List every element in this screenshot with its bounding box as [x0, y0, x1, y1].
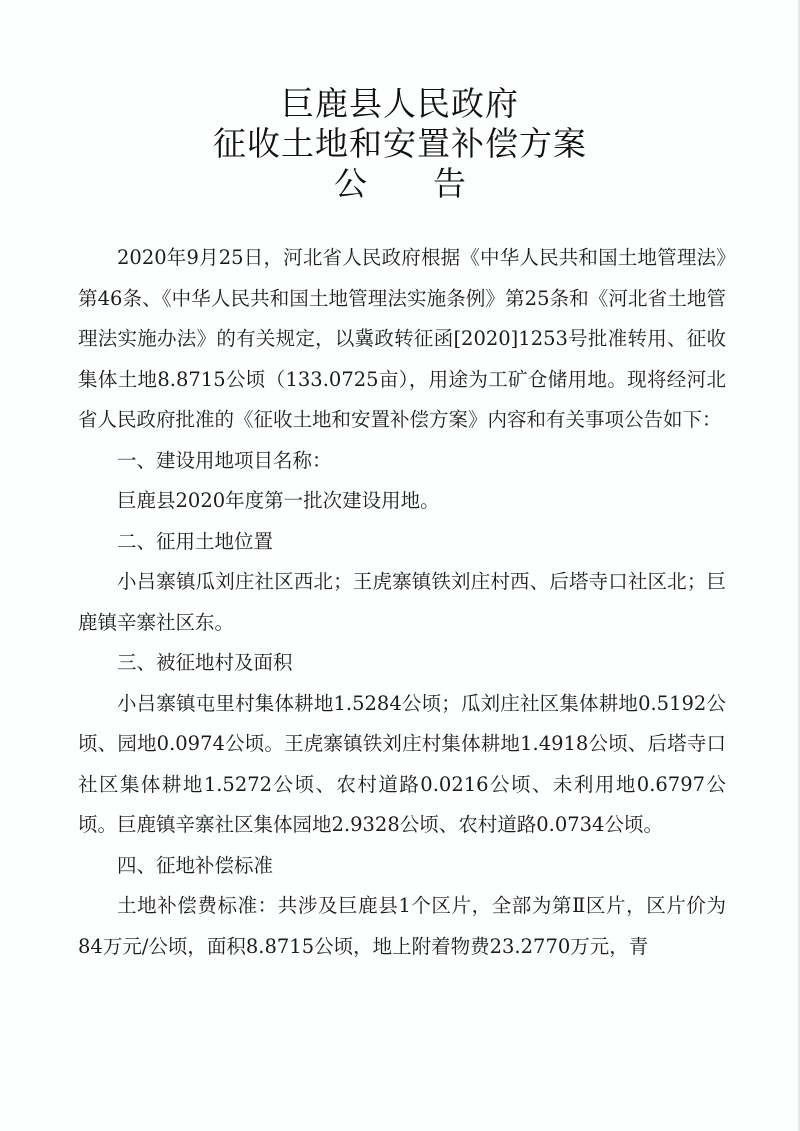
document-title: [0, 84, 800, 204]
section-2-heading: 二、征用土地位置: [117, 529, 274, 553]
title-issuer: 巨鹿县人民政府: [281, 84, 519, 123]
section-4-heading: 四、征地补偿标准: [117, 853, 274, 877]
section-2-body: 小吕寨镇瓜刘庄社区西北；王虎寨镇铁刘庄村西、后塔寺口社区北；巨鹿镇辛寨社区东。: [78, 570, 726, 634]
section-1-body: 巨鹿县2020年度第一批次建设用地。: [117, 489, 440, 512]
section-3-body: 小吕寨镇屯里村集体耕地1.5284公顷；瓜刘庄社区集体耕地0.5192公顷、园地0.0974公顷。王虎寨镇铁刘庄村集体耕地1.4918公顷、后塔寺口社区集体耕地1.5272公顷、农村道路0.0216公顷、未利用地0.6797公顷。巨鹿镇辛寨社区集体园地2.9328公顷、农村道路0.0734公顷。: [78, 691, 726, 836]
title-notice-char-2: 告: [433, 164, 466, 203]
section-4-body: 土地补偿费标准：共涉及巨鹿县1个区片，全部为第Ⅱ区片，区片价为84万元/公顷，面积8.8715公顷，地上附着物费23.2770万元，青: [78, 894, 726, 958]
intro-paragraph: 2020年9月25日，河北省人民政府根据《中华人民共和国土地管理法》第46条、《中华人民共和国土地管理法实施条例》第25条和《河北省土地管理法实施办法》的有关规定，以冀政转征函[2020]1253号批准转用、征收集体土地8.8715公顷（133.0725亩），用途为工矿仓储用地。现将经河北省人民政府批准的《征收土地和安置补偿方案》内容和有关事项公告如下：: [78, 246, 726, 431]
title-notice: [0, 164, 800, 204]
section-3-heading: 三、被征地村及面积: [117, 651, 293, 674]
document-body: [78, 238, 726, 967]
section-1-heading: 一、建设用地项目名称：: [117, 448, 332, 472]
title-notice-char-1: 公: [334, 164, 367, 203]
title-subject: 征收土地和安置补偿方案: [213, 124, 587, 163]
